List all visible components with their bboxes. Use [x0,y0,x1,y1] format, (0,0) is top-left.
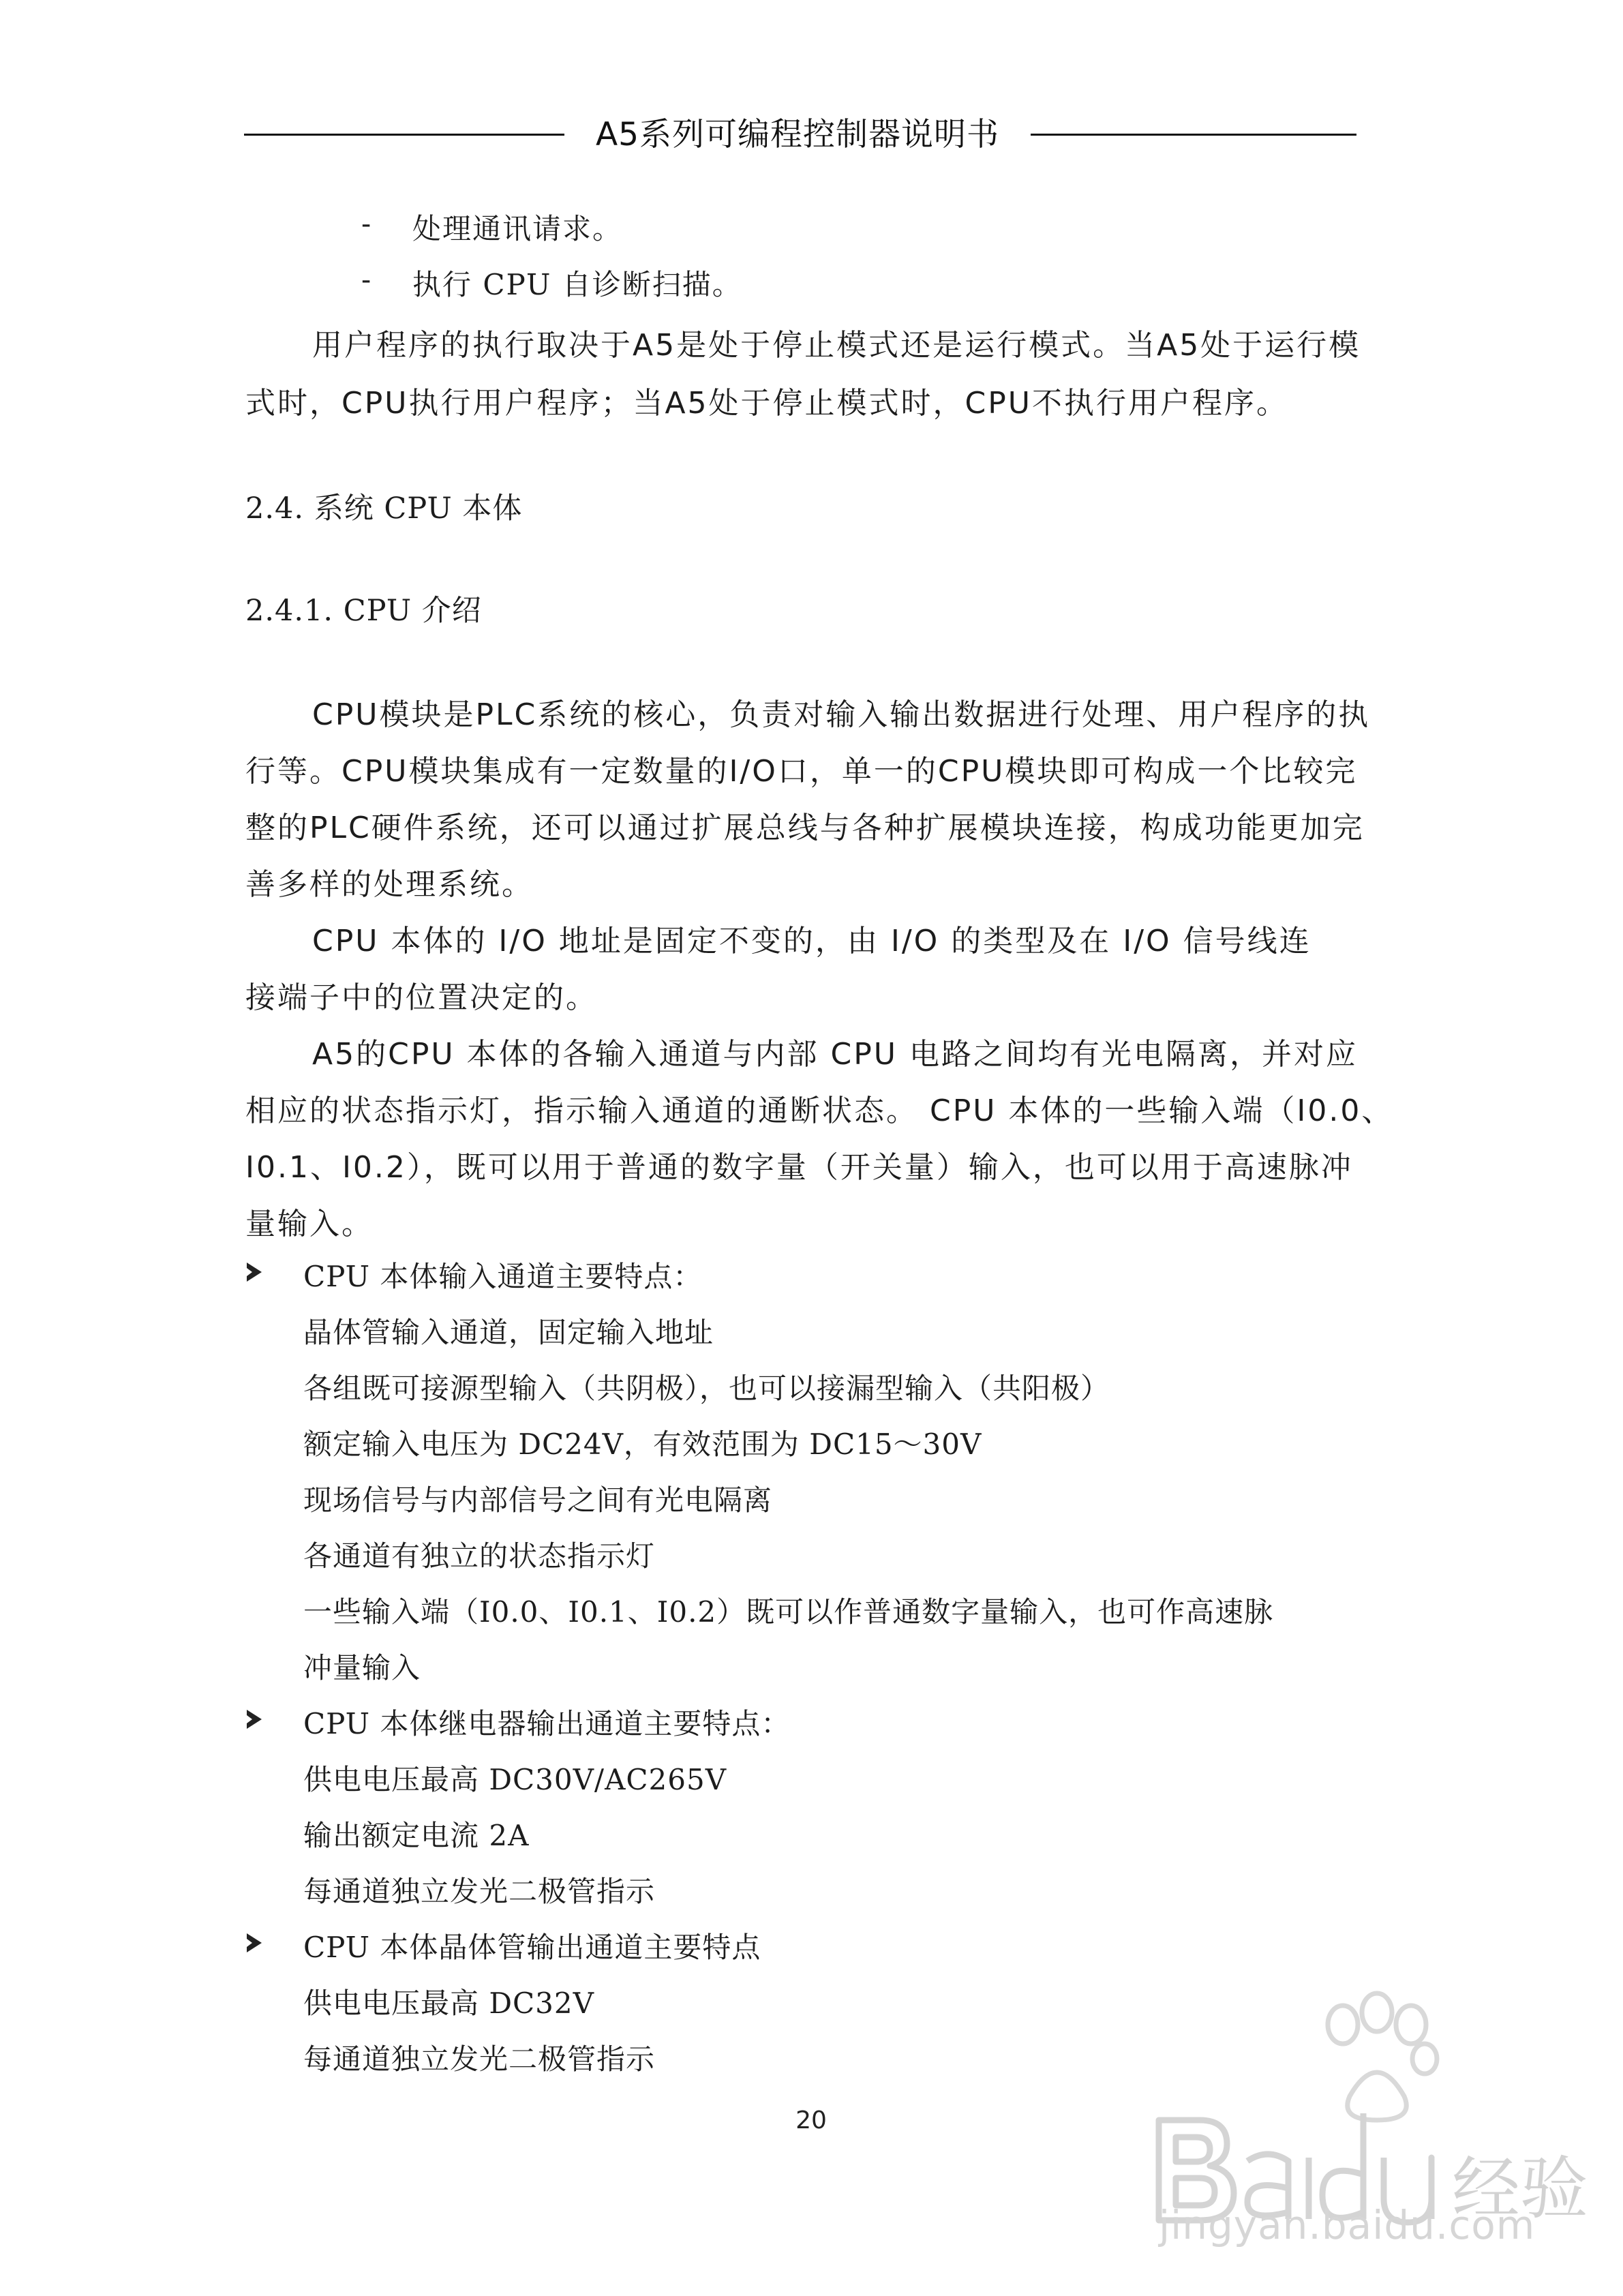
header-rule-left [244,134,564,136]
feature-1-item: 各组既可接源型输入（共阴极），也可以接漏型输入（共阳极） [303,1372,1110,1405]
feature-2-item: 供电电压最高 DC30V/AC265V [303,1763,727,1796]
feature-1-item: 冲量输入 [303,1651,421,1685]
paragraph-3-line-4: 量输入。 [245,1207,374,1241]
paragraph-3-line-1: A5的CPU 本体的各输入通道与内部 CPU 电路之间均有光电隔离，并对应 [312,1037,1358,1072]
arrow-bullet-icon [247,1933,262,1952]
dash-item-1: 处理通讯请求。 [412,212,623,245]
intro-paragraph-line-1: 用户程序的执行取决于A5是处于停止模式还是运行模式。当A5处于运行模 [312,328,1361,363]
header-rule-right [1031,134,1356,136]
feature-group-3-title: CPU 本体晶体管输出通道主要特点 [303,1931,761,1964]
feature-2-item: 每通道独立发光二极管指示 [303,1875,656,1908]
feature-1-item: 一些输入端（I0.0、I0.1、I0.2）既可以作普通数字量输入，也可作高速脉 [303,1595,1274,1629]
feature-3-item: 每通道独立发光二极管指示 [303,2042,656,2076]
paragraph-1-line-3: 整的PLC硬件系统，还可以通过扩展总线与各种扩展模块连接，构成功能更加完 [245,811,1365,845]
paragraph-2-line-2: 接端子中的位置决定的。 [245,980,598,1015]
watermark-url: jingyan.baidu.com [1159,2202,1536,2248]
feature-1-item: 各通道有独立的状态指示灯 [303,1539,656,1573]
feature-1-item: 现场信号与内部信号之间有光电隔离 [303,1483,773,1517]
feature-3-item: 供电电压最高 DC32V [303,1987,594,2020]
paragraph-2-line-1: CPU 本体的 I/O 地址是固定不变的，由 I/O 的类型及在 I/O 信号线连 [312,924,1311,958]
header-title: A5系列可编程控制器说明书 [595,116,1000,153]
feature-1-item: 晶体管输入通道，固定输入地址 [303,1316,714,1349]
subsection-heading: 2.4.1. CPU 介绍 [245,594,482,628]
paragraph-1-line-4: 善多样的处理系统。 [245,867,534,902]
arrow-bullet-icon [247,1710,262,1729]
paragraph-3-line-3: I0.1、I0.2），既可以用于普通的数字量（开关量）输入，也可以用于高速脉冲 [245,1150,1353,1185]
dash-symbol-1: - [361,207,371,240]
feature-group-2-title: CPU 本体继电器输出通道主要特点： [303,1707,791,1740]
dash-symbol-2: - [361,262,371,296]
paragraph-1-line-1: CPU模块是PLC系统的核心，负责对输入输出数据进行处理、用户程序的执 [312,697,1371,732]
watermark-logo-text: 经验 [1452,2149,1588,2229]
arrow-bullet-icon [247,1263,262,1282]
feature-2-item: 输出额定电流 2A [303,1819,530,1852]
dash-item-2: 执行 CPU 自诊断扫描。 [412,268,742,301]
paragraph-1-line-2: 行等。CPU模块集成有一定数量的I/O口，单一的CPU模块即可构成一个比较完 [245,754,1358,789]
section-heading: 2.4. 系统 CPU 本体 [245,492,523,526]
intro-paragraph-line-2: 式时，CPU执行用户程序；当A5处于停止模式时，CPU不执行用户程序。 [245,386,1289,421]
page-number: 20 [795,2106,827,2134]
paragraph-3-line-2: 相应的状态指示灯，指示输入通道的通断状态。 CPU 本体的一些输入端（I0.0、 [245,1093,1394,1128]
feature-group-1-title: CPU 本体输入通道主要特点： [303,1260,703,1293]
feature-1-item: 额定输入电压为 DC24V，有效范围为 DC15～30V [303,1428,982,1461]
